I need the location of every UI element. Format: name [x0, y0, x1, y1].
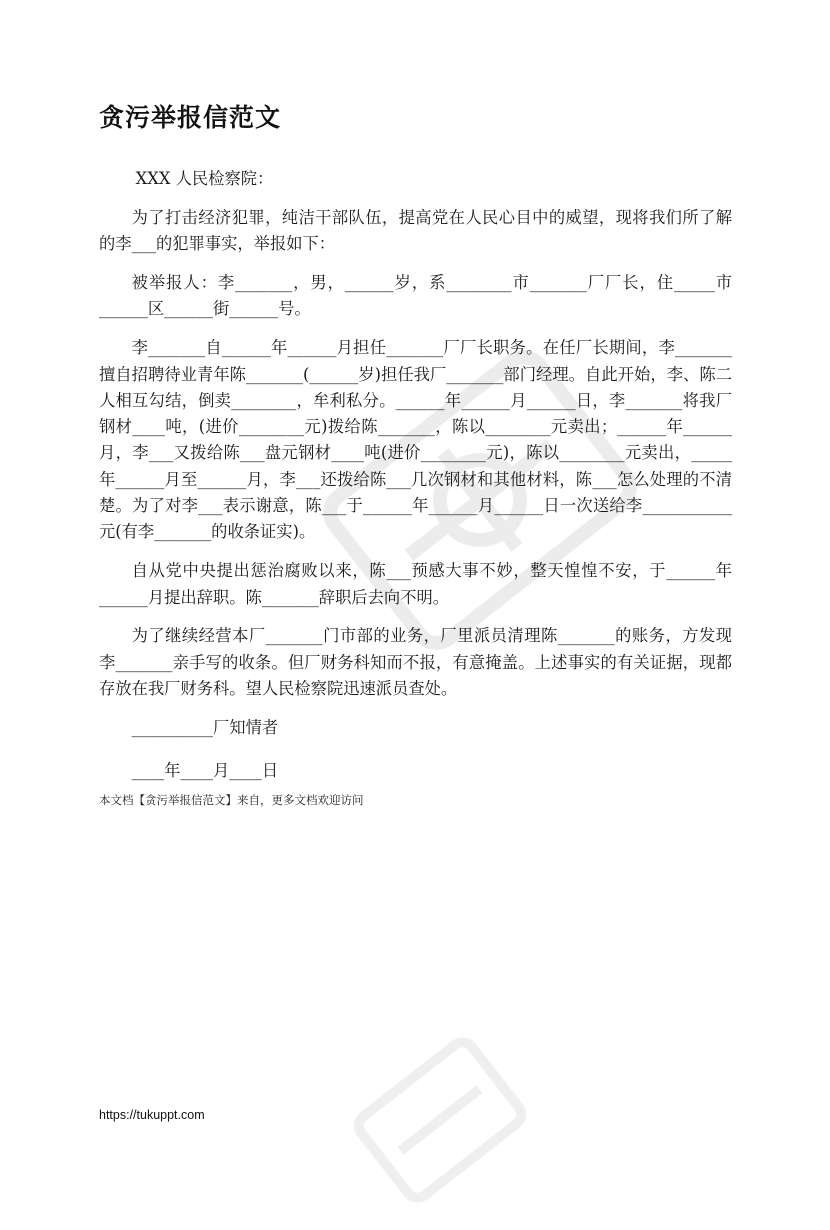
date-line: ____年____月____日 — [131, 761, 279, 781]
paragraph: 被举报人：李_______，男，______岁，系________市_______厂厂长，住_____市______区______街______号。 — [99, 273, 732, 319]
page-title: 贪污举报信范文 — [99, 103, 282, 132]
source-note: 本文档【贪污举报信范文】来自，更多文档欢迎访问 — [99, 793, 364, 807]
paragraph: 李_______自______年______月担任_______厂厂长职务。在任厂长期间，李_______擅自招聘待业青年陈_______(______岁)担任我厂_______部门经理。自此开始，李、陈二人相互勾结，倒卖________，牟利私分。______年______月______日，李_______将我厂钢材____吨，(进价________元)拨给陈_______，陈以________元卖出；______年______月，李___又拨给陈___盘元钢材____吨(进价________元)，陈以________元卖出，_____年______月至______月，李___还拨给陈___几次钢材和其他材料，陈___怎么处理的不清楚。为了对李___表示谢意，陈___于______年______月______日一次送给李___________元(有李_______的收条证实)。 — [99, 338, 732, 542]
letter-body — [99, 166, 732, 797]
addressee: XXX 人民检察院： — [135, 169, 274, 188]
signature-line: __________厂知情者 — [131, 717, 279, 737]
paragraph: 为了继续经营本厂_______门市部的业务，厂里派员清理陈_______的账务，方发现李_______亲手写的收条。但厂财务科知而不报，有意掩盖。上述事实的有关证据，现都存放在我厂财务科。望人民检察院迅速派员查处。 — [99, 626, 732, 699]
watermark-corner-icon — [330, 1010, 550, 1230]
paragraph: 自从党中央提出惩治腐败以来，陈___预感大事不妙，整天惶惶不安，于______年______月提出辞职。陈_______辞职后去向不明。 — [99, 561, 732, 607]
paragraph: 为了打击经济犯罪，纯洁干部队伍，提高党在人民心目中的威望，现将我们所了解的李___的犯罪事实，举报如下： — [99, 207, 732, 254]
site-url: https://tukuppt.com — [99, 1108, 205, 1122]
